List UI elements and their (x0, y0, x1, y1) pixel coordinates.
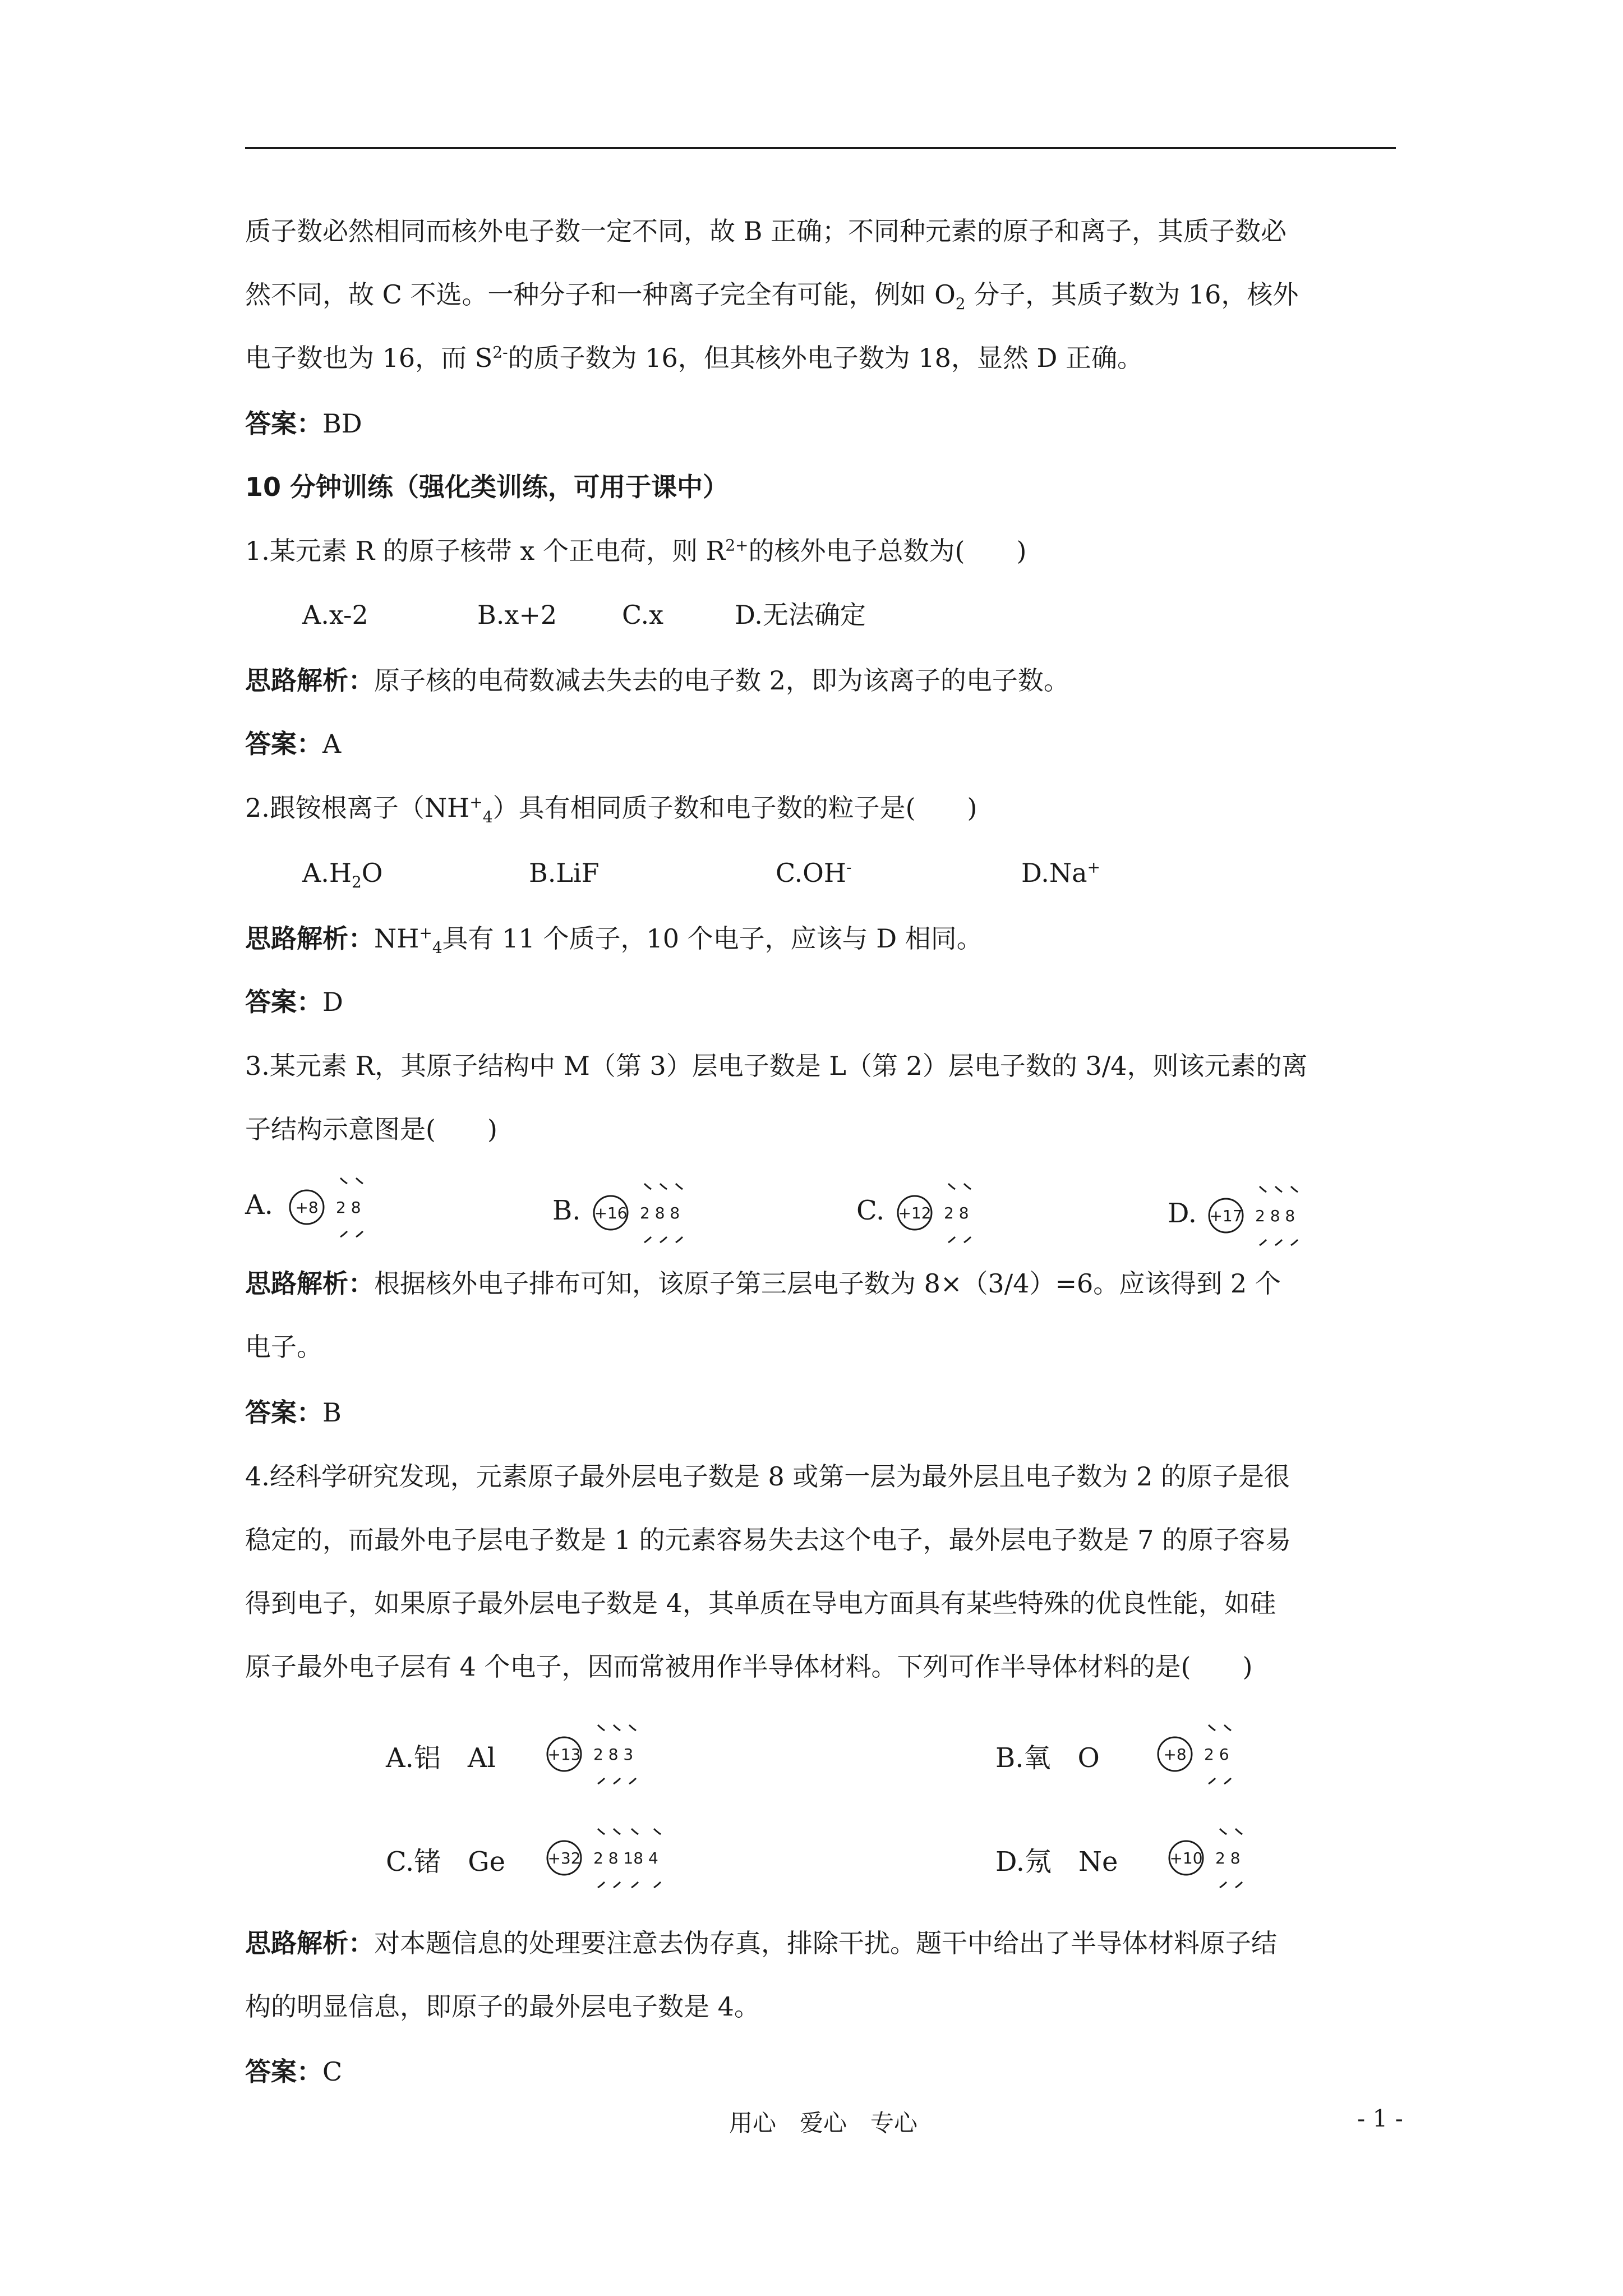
analysis-label: 思路解析： (245, 665, 374, 696)
q4-option-b-diagram (995, 1714, 1276, 1792)
section-title: 10 分钟训练（强化类训练，可用于课中） (245, 472, 729, 502)
answer-label: 答案： (245, 1397, 322, 1428)
atom-structure-diagram (284, 1167, 419, 1245)
answer-value: D (322, 987, 343, 1017)
text: 分子，其质子数为 16，核外 (965, 279, 1299, 310)
option-label: C.锗 Ge (386, 1846, 506, 1878)
q1-options (245, 598, 1400, 632)
superscript: 2- (492, 343, 508, 362)
electron-shells: 2 8 8 (640, 1204, 680, 1222)
text: O (361, 858, 383, 888)
superscript: - (846, 858, 852, 877)
nucleus-charge: +12 (898, 1204, 932, 1222)
option-b: B.LiF (529, 858, 600, 888)
electron-shells: 2 6 (1204, 1745, 1229, 1764)
subscript: 4 (432, 938, 442, 958)
q1-analysis (245, 664, 1400, 697)
q3-answer (245, 1396, 1400, 1429)
option-a: A.x-2 (302, 600, 368, 630)
q3-stem-line-2: 子结构示意图是( ) (245, 1114, 497, 1144)
electron-shells: 2 8 (944, 1204, 969, 1222)
answer-value: B (322, 1397, 342, 1428)
text: 2.跟铵根离子（NH (245, 793, 470, 823)
subscript: 4 (482, 808, 493, 827)
option-label: C. (856, 1195, 885, 1226)
option-label: D. (1168, 1198, 1197, 1229)
q2-options (245, 856, 1400, 890)
subscript: 2 (955, 295, 966, 314)
analysis-text: 对本题信息的处理要注意去伪存真，排除干扰。题干中给出了半导体材料原子结 (374, 1928, 1277, 1958)
atom-structure-diagram (1164, 1818, 1298, 1896)
text: C.OH (776, 858, 847, 888)
superscript: + (1087, 858, 1101, 877)
q2-stem (245, 791, 1400, 825)
nucleus-charge: +17 (1209, 1207, 1243, 1225)
q4-stem-line-4: 原子最外电子层有 4 个电子，因而常被用作半导体材料。下列可作半导体材料的是( ) (245, 1651, 1253, 1682)
option-a (302, 856, 383, 890)
q3-stem-line-1: 3.某元素 R，其原子结构中 M（第 3）层电子数是 L（第 2）层电子数的 3/4，则该元素的离 (245, 1051, 1308, 1081)
text: NH (374, 923, 419, 954)
q4-analysis-line-2: 构的明显信息，即原子的最外层电子数是 4。 (245, 1991, 760, 2022)
intro-line-1 (245, 214, 1400, 248)
q4-analysis-line-1 (245, 1926, 1400, 1960)
nucleus-charge: +32 (547, 1849, 581, 1867)
answer-value: BD (322, 408, 362, 439)
q3-option-c-diagram (856, 1172, 1025, 1251)
atom-structure-diagram (542, 1714, 688, 1792)
analysis-label: 思路解析： (245, 1268, 374, 1299)
q1-stem (245, 534, 1400, 568)
q3-option-b-diagram (552, 1172, 721, 1251)
electron-shells: 2 8 (336, 1198, 361, 1217)
subscript: 2 (351, 873, 362, 892)
q4-option-c-diagram (386, 1818, 778, 1896)
option-c (776, 856, 851, 890)
option-b: B.x+2 (477, 600, 557, 630)
q4-stem-line-1: 4.经科学研究发现，元素原子最外层电子数是 8 或第一层为最外层且电子数为 2 的原子是很 (245, 1461, 1290, 1492)
text: ）具有相同质子数和电子数的粒子是( ) (492, 793, 978, 823)
atom-structure-diagram (1152, 1714, 1287, 1792)
analysis-text: 根据核外电子排布可知，该原子第三层电子数为 8×（3/4）=6。应该得到 2 个 (374, 1268, 1281, 1299)
option-label: A. (245, 1189, 273, 1221)
option-d (1021, 856, 1100, 890)
text: 具有 11 个质子，10 个电子，应该与 D 相同。 (442, 923, 983, 954)
q2-analysis (245, 922, 1400, 958)
analysis-text: 原子核的电荷数减去失去的电子数 2，即为该离子的电子数。 (374, 665, 1069, 696)
q3-analysis-line-2: 电子。 (245, 1332, 322, 1362)
superscript: + (469, 793, 483, 812)
answer-label: 答案： (245, 2056, 322, 2087)
option-label: D.氖 Ne (995, 1846, 1118, 1878)
answer-value: A (322, 729, 342, 759)
electron-shells: 2 8 18 4 (593, 1849, 658, 1867)
nucleus-charge: +10 (1169, 1849, 1203, 1867)
answer-label: 答案： (245, 729, 322, 759)
q3-option-d-diagram (1168, 1175, 1336, 1254)
analysis-label: 思路解析： (245, 923, 374, 954)
q2-answer (245, 985, 1400, 1019)
answer-label: 答案： (245, 408, 322, 439)
q3-option-a-diagram (245, 1167, 413, 1245)
atom-structure-diagram (892, 1172, 1027, 1251)
superscript: 2+ (725, 536, 749, 555)
atom-structure-diagram (588, 1172, 734, 1251)
q4-answer (245, 2055, 1400, 2088)
text: 的质子数为 16，但其核外电子数为 18，显然 D 正确。 (508, 343, 1144, 373)
superscript: + (419, 923, 432, 942)
q4-option-d-diagram (995, 1818, 1276, 1896)
nucleus-charge: +16 (594, 1204, 628, 1222)
q4-stem-line-2: 稳定的，而最外电子层电子数是 1 的元素容易失去这个电子，最外层电子数是 7 的原子容易 (245, 1525, 1292, 1555)
answer-value: C (322, 2056, 343, 2087)
analysis-label: 思路解析： (245, 1928, 374, 1958)
text: 然不同，故 C 不选。一种分子和一种离子完全有可能，例如 O (245, 279, 956, 310)
option-d: D.无法确定 (735, 600, 866, 630)
text: A.H (302, 858, 352, 888)
q3-analysis-line-1 (245, 1267, 1400, 1300)
q4-option-a-diagram (386, 1714, 722, 1792)
option-label: A.铝 Al (386, 1742, 496, 1774)
answer-label: 答案： (245, 987, 322, 1017)
footer-motto: 用心 爱心 专心 (729, 2109, 918, 2137)
header-rule (245, 147, 1396, 149)
intro-line-3 (245, 341, 1400, 375)
text: 1.某元素 R 的原子核带 x 个正电荷，则 R (245, 536, 726, 566)
electron-shells: 2 8 (1215, 1849, 1241, 1867)
electron-shells: 2 8 8 (1255, 1207, 1295, 1225)
page-number: - 1 - (1357, 2105, 1403, 2132)
q4-stem-line-3: 得到电子，如果原子最外层电子数是 4，其单质在导电方面具有某些特殊的优良性能，如硅 (245, 1588, 1276, 1618)
nucleus-charge: +8 (1163, 1745, 1187, 1764)
text: 质子数必然相同而核外电子数一定不同，故 B 正确；不同种元素的原子和离子，其质子数必 (245, 216, 1287, 246)
option-c: C.x (622, 600, 664, 630)
option-label: B. (552, 1195, 581, 1226)
nucleus-charge: +13 (547, 1745, 581, 1764)
text: 电子数也为 16，而 S (245, 343, 493, 373)
text: 的核外电子总数为( ) (748, 536, 1027, 566)
option-label: B.氧 O (995, 1742, 1100, 1774)
nucleus-charge: +8 (295, 1198, 319, 1217)
text: D.Na (1021, 858, 1087, 888)
intro-line-2 (245, 278, 1400, 314)
electron-shells: 2 8 3 (593, 1745, 634, 1764)
intro-answer (245, 407, 1400, 440)
atom-structure-diagram (542, 1818, 710, 1896)
atom-structure-diagram (1204, 1175, 1349, 1254)
q1-answer (245, 727, 1400, 761)
